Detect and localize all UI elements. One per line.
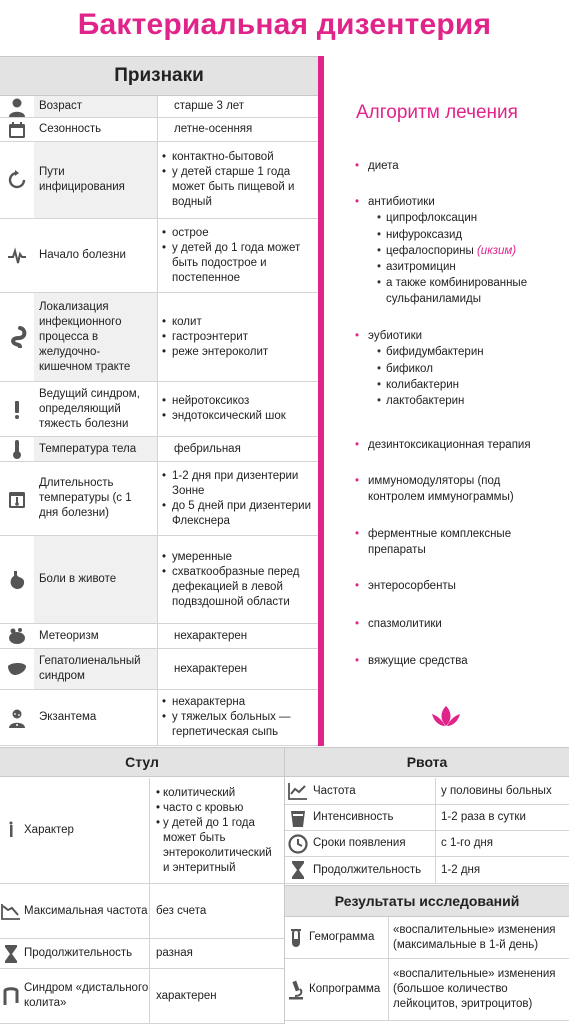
result-value: «воспалительные» изменения (большое количество лейкоцитов, эритроцитов) bbox=[393, 968, 556, 1010]
sign-value: нехарактерен bbox=[174, 629, 248, 642]
pulse-icon bbox=[6, 245, 28, 267]
stool-icon bbox=[0, 820, 22, 842]
cycle-arrow-icon bbox=[6, 169, 28, 191]
sign-value: • эндотоксический шок bbox=[162, 409, 314, 424]
algorithm-subitem-note: (икзим) bbox=[476, 245, 517, 257]
stool-value: часто с кровью • bbox=[156, 801, 244, 814]
exclamation-icon bbox=[6, 398, 28, 420]
chart-down-icon bbox=[0, 900, 22, 922]
microscope-icon bbox=[285, 979, 307, 1001]
hourglass-icon bbox=[0, 943, 22, 965]
sign-label: Сезонность bbox=[34, 118, 158, 141]
vomit-label: Частота bbox=[311, 778, 436, 804]
sign-icon-cell bbox=[0, 462, 34, 535]
sign-value: фебрильная bbox=[174, 442, 241, 455]
treatment-algorithm-panel bbox=[318, 56, 569, 746]
sign-row bbox=[0, 690, 318, 746]
rash-person-icon bbox=[6, 707, 28, 729]
sign-value: старше 3 лет bbox=[174, 100, 245, 112]
sign-values bbox=[158, 219, 318, 292]
sign-row bbox=[0, 462, 318, 536]
thermometer-calendar-icon bbox=[6, 488, 28, 510]
results-header: Результаты исследований bbox=[285, 885, 569, 917]
stool-value: колитический • bbox=[156, 786, 236, 799]
sign-row bbox=[0, 437, 318, 462]
sign-value: • контактно-бытовой bbox=[162, 150, 314, 165]
sign-value: • 1-2 дня при дизентерии Зонне bbox=[162, 469, 314, 499]
algorithm-item: • иммуномодуляторы (под контролем иммунограммы) bbox=[368, 473, 546, 505]
intestine-icon bbox=[6, 326, 28, 348]
sign-value: • схваткообразные перед дефекацией в левой подвздошной области bbox=[162, 565, 314, 610]
colon-icon bbox=[0, 985, 22, 1007]
sign-label: Начало болезни bbox=[34, 219, 158, 292]
stool-label: Максимальная частота bbox=[22, 884, 150, 938]
algorithm-subitem: • нифуроксазид bbox=[386, 227, 569, 243]
algorithm-item: • вяжущие средства bbox=[368, 653, 568, 669]
sign-value: • у детей старше 1 года может быть пищевой и водный bbox=[162, 165, 314, 210]
stool-row bbox=[0, 884, 284, 939]
sign-label: Гепатолиенальный синдром bbox=[34, 649, 158, 689]
sign-value: • нехарактерна bbox=[162, 695, 314, 710]
vomit-row bbox=[285, 831, 569, 857]
vomit-value: у половины больных bbox=[441, 784, 552, 797]
vomit-label: Интенсивность bbox=[311, 805, 436, 830]
sign-label: Метеоризм bbox=[34, 624, 158, 648]
algorithm-item: • ферментные комплексные препараты bbox=[368, 526, 546, 558]
algorithm-subitem: • бификол bbox=[386, 361, 569, 377]
algorithm-subitem bbox=[386, 243, 569, 259]
sign-value: • реже энтероколит bbox=[162, 345, 314, 360]
vomit-label: Продолжительность bbox=[311, 857, 436, 883]
algorithm-item: • энтеросорбенты bbox=[368, 578, 568, 594]
vomit-value: с 1-го дня bbox=[441, 837, 493, 849]
sign-icon-cell bbox=[0, 437, 34, 461]
stomach-icon bbox=[6, 569, 28, 591]
vomit-header: Рвота bbox=[284, 747, 569, 777]
vomit-label: Сроки появления bbox=[311, 831, 436, 856]
algorithm-title: Алгоритм лечения bbox=[356, 102, 518, 123]
sign-values bbox=[158, 624, 318, 648]
sign-value: • нейротоксикоз bbox=[162, 394, 314, 409]
sign-label: Пути инфицирования bbox=[34, 142, 158, 218]
cup-icon bbox=[287, 807, 309, 829]
result-row bbox=[285, 917, 569, 959]
algorithm-item: • дезинтоксикационная терапия bbox=[368, 437, 568, 453]
sign-value: • до 5 дней при дизентерии Флекснера bbox=[162, 499, 314, 529]
algorithm-item: • диета bbox=[368, 158, 568, 174]
stool-row bbox=[0, 969, 284, 1024]
algorithm-item: • антибиотики bbox=[368, 194, 568, 210]
sign-row bbox=[0, 219, 318, 293]
sign-value: • колит bbox=[162, 315, 314, 330]
stool-label: Синдром «дистального колита» bbox=[22, 969, 150, 1023]
algorithm-item: • спазмолитики bbox=[368, 616, 568, 632]
person-icon bbox=[6, 96, 28, 118]
sign-label: Экзантема bbox=[34, 690, 158, 745]
stool-value: у детей до 1 года может быть энтероколитический и энтеритный • bbox=[156, 816, 272, 874]
thermometer-icon bbox=[6, 438, 28, 460]
sign-value: • острое bbox=[162, 226, 314, 241]
sign-label: Ведущий синдром, определяющий тяжесть болезни bbox=[34, 382, 158, 436]
algorithm-subitem: • азитромицин bbox=[386, 259, 569, 275]
algorithm-subitem: • бифидумбактерин bbox=[386, 344, 569, 360]
chart-icon bbox=[287, 780, 309, 802]
vomit-value: 1-2 раза в сутки bbox=[441, 811, 526, 823]
lotus-logo-icon bbox=[428, 704, 464, 728]
sign-values bbox=[158, 382, 318, 436]
sign-value: летне-осенняя bbox=[174, 123, 253, 135]
sign-values bbox=[158, 142, 318, 218]
stool-row bbox=[0, 939, 284, 969]
sign-values bbox=[158, 536, 318, 623]
sign-label: Боли в животе bbox=[34, 536, 158, 623]
sign-icon-cell bbox=[0, 649, 34, 689]
algorithm-subitem: • колибактерин bbox=[386, 377, 569, 393]
sign-row bbox=[0, 382, 318, 437]
result-value: «воспалительные» изменения (максимальные в 1-й день) bbox=[393, 923, 556, 951]
sign-value: • гастроэнтерит bbox=[162, 330, 314, 345]
vomit-row bbox=[285, 778, 569, 805]
sign-icon-cell bbox=[0, 118, 34, 141]
sign-values bbox=[158, 118, 318, 141]
sign-icon-cell bbox=[0, 142, 34, 218]
result-label: Гемограмма bbox=[307, 917, 389, 958]
sign-icon-cell bbox=[0, 96, 34, 117]
sign-icon-cell bbox=[0, 382, 34, 436]
stool-value: характерен bbox=[156, 989, 217, 1002]
sign-row bbox=[0, 118, 318, 142]
page-title: Бактериальная дизентерия bbox=[77, 8, 492, 41]
stool-label: Характер bbox=[22, 778, 150, 883]
algorithm-subitem-text: цефалоспорины bbox=[386, 245, 474, 257]
sign-values bbox=[158, 649, 318, 689]
sign-value: нехарактерен bbox=[174, 662, 248, 675]
stool-header: Стул bbox=[0, 747, 284, 777]
algorithm-subitem: • ципрофлоксацин bbox=[386, 210, 569, 226]
sign-row bbox=[0, 96, 318, 118]
sign-icon-cell bbox=[0, 293, 34, 381]
vomit-row bbox=[285, 805, 569, 831]
algorithm-item: • эубиотики bbox=[368, 328, 568, 344]
sign-row bbox=[0, 624, 318, 649]
sign-value: • умеренные bbox=[162, 550, 314, 565]
sign-row bbox=[0, 649, 318, 690]
sign-icon-cell bbox=[0, 690, 34, 745]
sign-row bbox=[0, 142, 318, 219]
sign-label: Локализация инфекционного процесса в желудочно-кишечном тракте bbox=[34, 293, 158, 381]
sign-value: • у детей до 1 года может быть подострое и постепенное bbox=[162, 241, 314, 286]
sign-values bbox=[158, 690, 318, 745]
stool-row bbox=[0, 778, 284, 884]
sign-icon-cell bbox=[0, 536, 34, 623]
sign-label: Длительность температуры (с 1 дня болезни) bbox=[34, 462, 158, 535]
sign-values bbox=[158, 96, 318, 117]
sign-label: Температура тела bbox=[34, 437, 158, 461]
sign-values bbox=[158, 293, 318, 381]
stool-label: Продолжительность bbox=[22, 939, 150, 968]
sign-row bbox=[0, 293, 318, 382]
algorithm-subitem: • а также комбинированные сульфаниламиды bbox=[386, 275, 566, 307]
clock-icon bbox=[287, 833, 309, 855]
sign-value: • у тяжелых больных — герпетическая сыпь bbox=[162, 710, 314, 740]
stool-value: без счета bbox=[156, 904, 207, 917]
liver-icon bbox=[6, 658, 28, 680]
hourglass-icon bbox=[287, 859, 309, 881]
sign-row bbox=[0, 536, 318, 624]
signs-header: Признаки bbox=[0, 56, 318, 96]
sign-icon-cell bbox=[0, 219, 34, 292]
sign-label: Возраст bbox=[34, 96, 158, 117]
test-tube-icon bbox=[285, 927, 307, 949]
vomit-row bbox=[285, 857, 569, 884]
bloating-icon bbox=[6, 625, 28, 647]
result-label: Копрограмма bbox=[307, 959, 389, 1020]
stool-value: разная bbox=[156, 947, 193, 959]
result-row bbox=[285, 959, 569, 1021]
calendar-icon bbox=[6, 119, 28, 141]
sign-values bbox=[158, 437, 318, 461]
vomit-value: 1-2 дня bbox=[441, 863, 481, 876]
sign-values bbox=[158, 462, 318, 535]
algorithm-subitem: • лактобактерин bbox=[386, 393, 569, 409]
sign-icon-cell bbox=[0, 624, 34, 648]
